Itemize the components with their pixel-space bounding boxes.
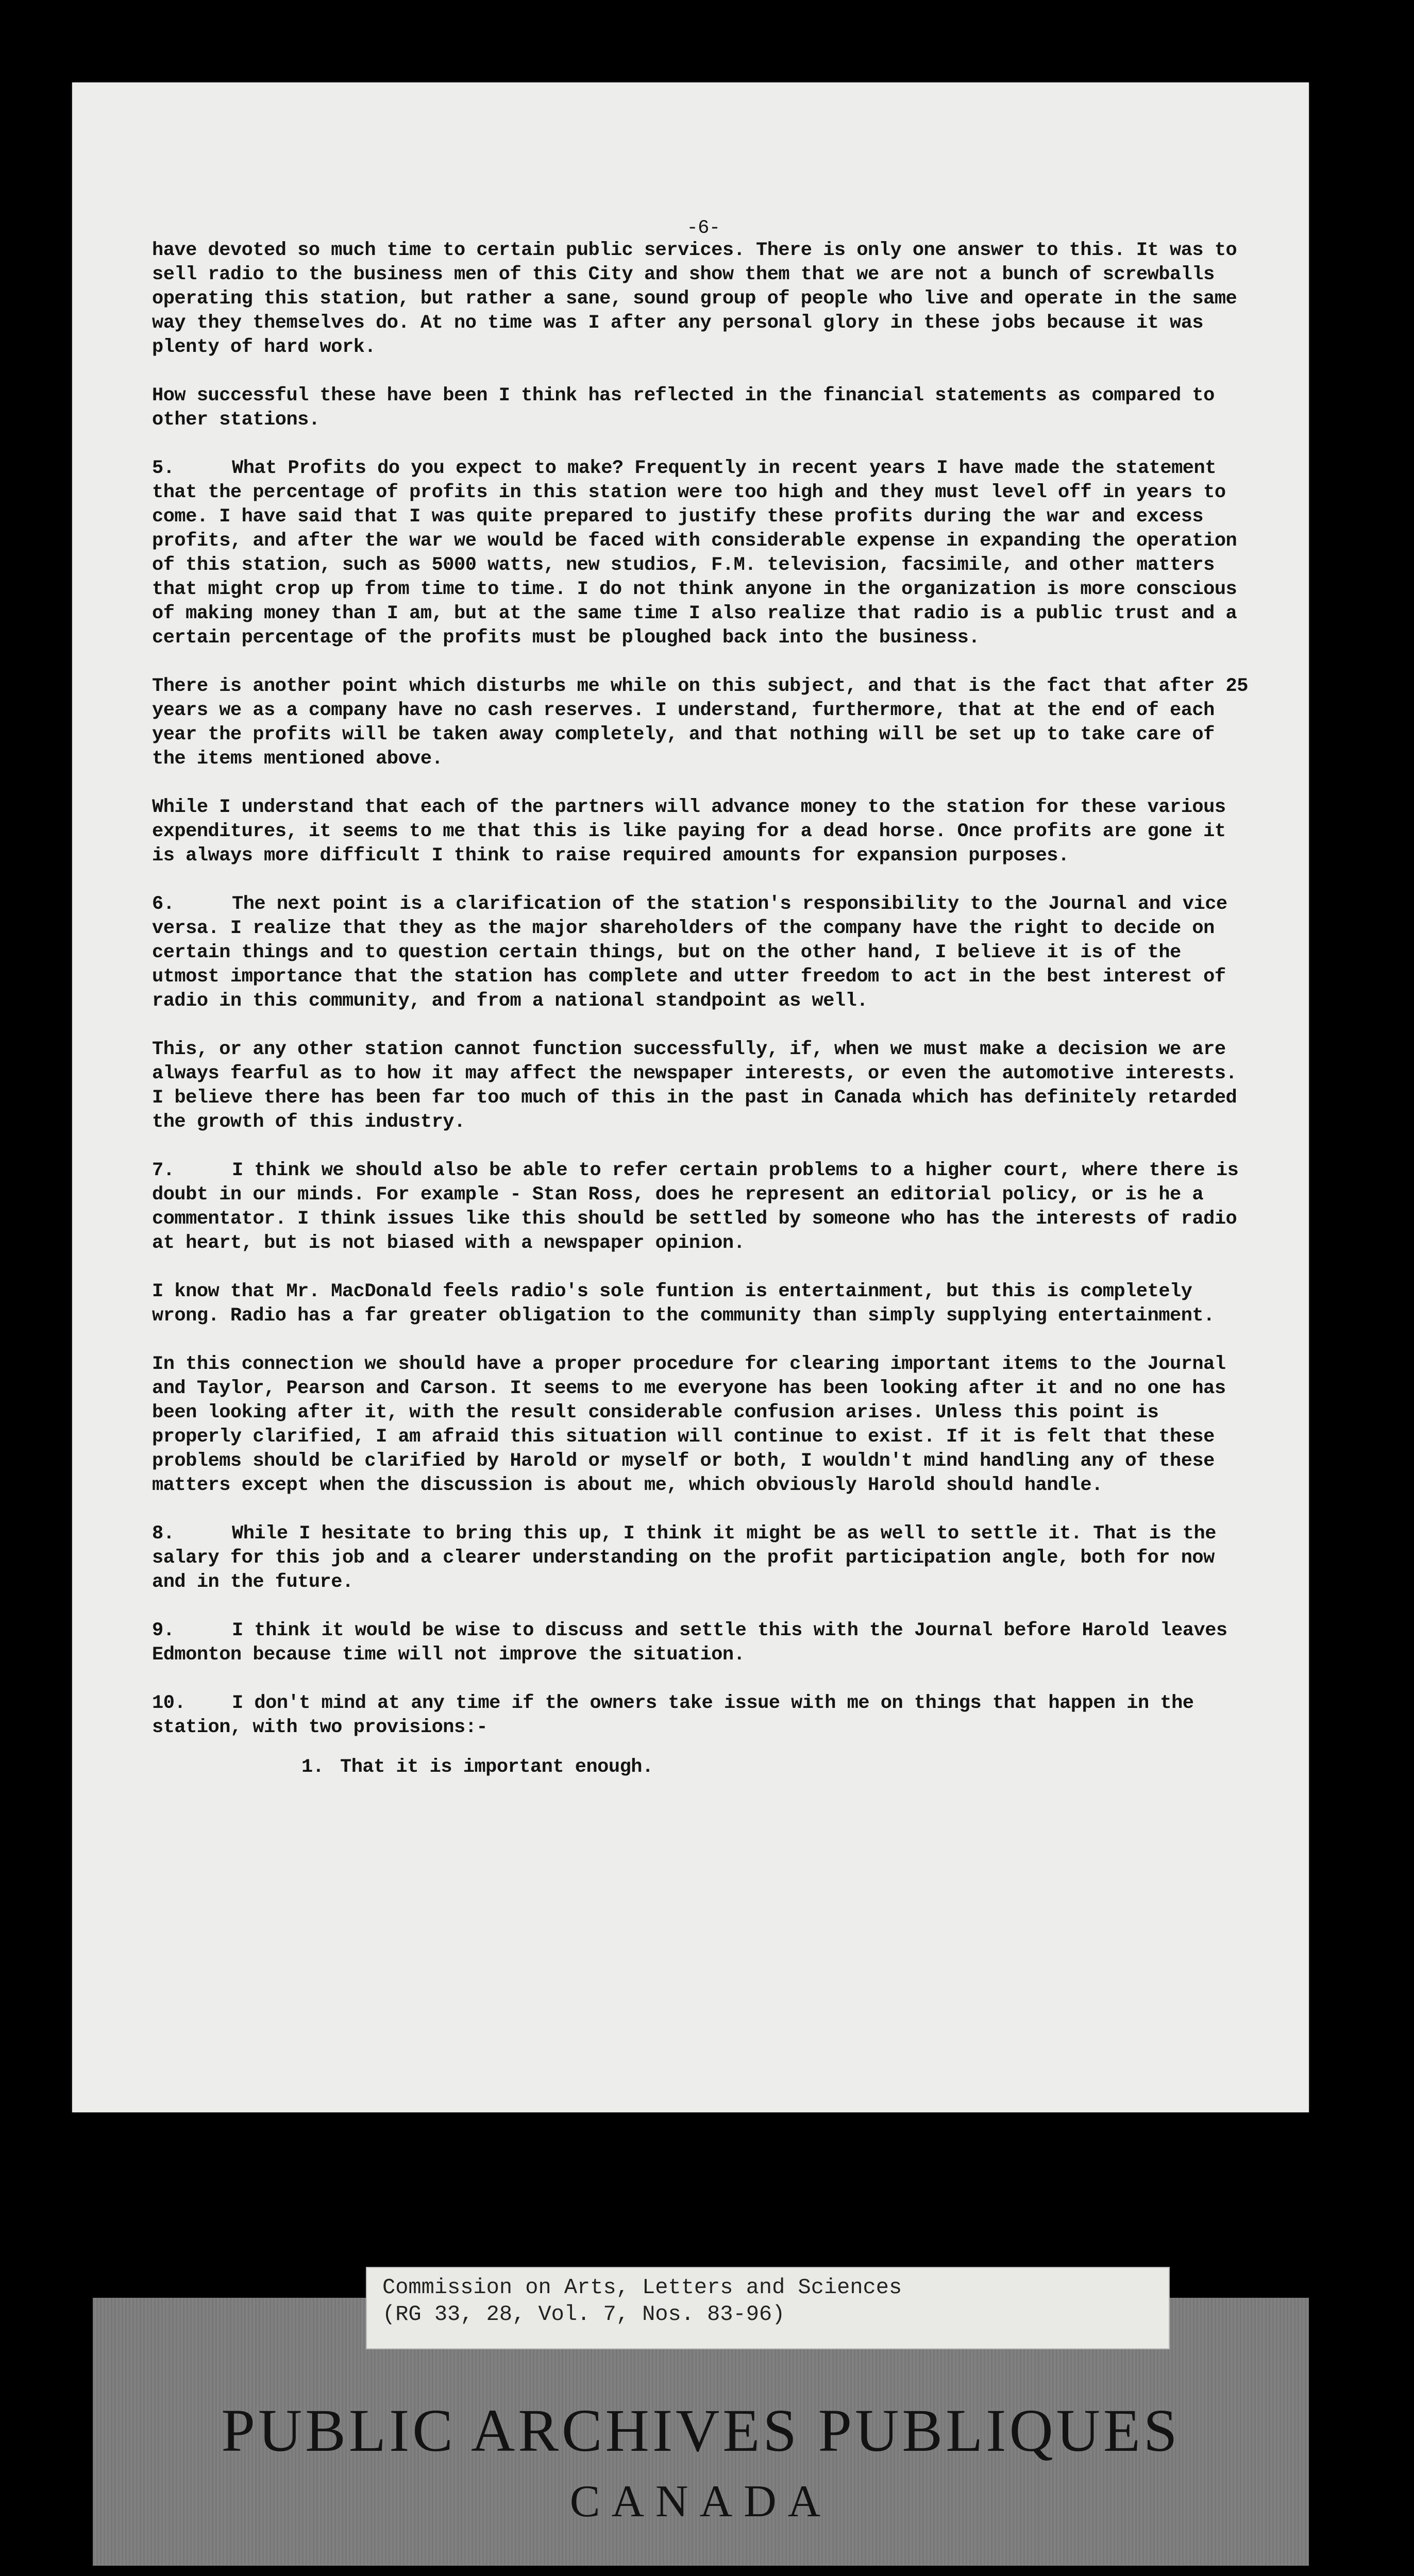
paragraph bbox=[152, 1619, 1255, 1667]
paragraph bbox=[152, 1691, 1255, 1740]
page-number: -6- bbox=[686, 217, 720, 239]
paragraph bbox=[152, 1522, 1255, 1595]
paragraph-text: have devoted so much time to certain public services. There is only one answer to this. It was to sell radio to the business men of this City and show them that we are not a bunch of screwballs operating this station, but rather a sane, sound group of people who live and operate in the same way they themselves do. At no time was I after any personal glory in these jobs because it was plenty of hard work. bbox=[152, 240, 1237, 358]
sub-item bbox=[301, 1755, 1255, 1780]
paragraph-text: I know that Mr. MacDonald feels radio's sole funtion is entertainment, but this is completely wrong. Radio has a far greater obligation to the community than simply supplying entertainment. bbox=[152, 1281, 1215, 1327]
paragraph-text: I don't mind at any time if the owners take issue with me on things that happen in the station, with two provisions:- bbox=[152, 1692, 1194, 1738]
item-number: 8. bbox=[152, 1523, 175, 1545]
collection-label bbox=[366, 2267, 1170, 2349]
paragraph-text: There is another point which disturbs me while on this subject, and that is the fact that after 25 years we as a company have no cash reserves. I understand, furthermore, that at the end of each year the profits will be taken away completely, and that nothing will be set up to take care of the items mentioned above. bbox=[152, 675, 1248, 770]
paragraph bbox=[152, 795, 1255, 868]
paragraph bbox=[152, 1038, 1255, 1134]
archive-title: PUBLIC ARCHIVES PUBLIQUES bbox=[221, 2397, 1181, 2464]
item-number: 9. bbox=[152, 1620, 175, 1641]
paragraph-text: I think we should also be able to refer certain problems to a higher court, where there is doubt in our minds. For example - Stan Ross, does he represent an editorial policy, or is he a commentator. I think issues like this should be settled by someone who has the interests of radio at heart, but is not biased with a newspaper opinion. bbox=[152, 1160, 1239, 1254]
paragraph-text: While I understand that each of the partners will advance money to the station for these various expenditures, it seems to me that this is like paying for a dead horse. Once profits are gone it is always more difficult I think to raise required amounts for expansion purposes. bbox=[152, 796, 1226, 867]
paragraph bbox=[152, 456, 1255, 650]
paragraph-text: I think it would be wise to discuss and settle this with the Journal before Harold leaves Edmonton because time will not improve the situation. bbox=[152, 1620, 1227, 1666]
paragraph bbox=[152, 892, 1255, 1013]
archive-banner bbox=[93, 2275, 1309, 2566]
sub-item-number: 1. bbox=[301, 1756, 324, 1778]
document-text bbox=[152, 216, 1255, 1804]
sub-item-text: That it is important enough. bbox=[340, 1756, 653, 1778]
paragraph-text: How successful these have been I think has reflected in the financial statements as compared to other stations. bbox=[152, 385, 1215, 431]
collection-label-line2: (RG 33, 28, Vol. 7, Nos. 83-96) bbox=[382, 2302, 785, 2327]
paragraph-text: In this connection we should have a proper procedure for clearing important items to the Journal and Taylor, Pearson and Carson. It seems to me everyone has been looking after it and no one has been looking after it, with the result considerable confusion arises. Unless this point is properly clarified, I am afraid this situation will continue to exist. If it is felt that these problems should be clarified by Harold or myself or both, I wouldn't mind handling any of these matters except when the discussion is about me, which obviously Harold should handle. bbox=[152, 1353, 1226, 1496]
paragraph-text: This, or any other station cannot function successfully, if, when we must make a decision we are always fearful as to how it may affect the newspaper interests, or even the automotive interests. I believe there has been far too much of this in the past in Canada which has definitely retarded the growth of this industry. bbox=[152, 1039, 1237, 1133]
paragraph bbox=[152, 674, 1255, 771]
paragraph-text: While I hesitate to bring this up, I think it might be as well to settle it. That is the salary for this job and a clearer understanding on the profit participation angle, both for now and in the future. bbox=[152, 1523, 1216, 1593]
archive-subtitle: CANADA bbox=[569, 2477, 832, 2527]
item-number: 6. bbox=[152, 893, 175, 915]
collection-label-line1: Commission on Arts, Letters and Sciences bbox=[382, 2275, 902, 2300]
paragraph-text: The next point is a clarification of the station's responsibility to the Journal and vice versa. I realize that they as the major shareholders of the company have the right to decide on certain things and to question certain things, but on the other hand, I believe it is of the utmost importance that the station has complete and utter freedom to act in the best interest of radio in this community, and from a national standpoint as well. bbox=[152, 893, 1227, 1012]
paragraph bbox=[152, 1159, 1255, 1256]
paragraph bbox=[152, 384, 1255, 432]
paragraph-text: What Profits do you expect to make? Frequently in recent years I have made the statement that the percentage of profits in this station were too high and they must level off in years to come. I have said that I was quite prepared to justify these profits during the war and excess profits, and after the war we would be faced with considerable expense in expanding the operation of this station, such as 5000 watts, new studios, F.M. television, facsimile, and other matters that might crop up from time to time. I do not think anyone in the organization is more conscious of making money than I am, but at the same time I also realize that radio is a public trust and a certain percentage of the profits must be ploughed back into the business. bbox=[152, 457, 1237, 649]
document-page bbox=[72, 82, 1309, 2112]
paragraph bbox=[152, 1280, 1255, 1328]
paragraph bbox=[152, 1352, 1255, 1498]
item-number: 7. bbox=[152, 1160, 175, 1181]
paragraph bbox=[152, 239, 1255, 360]
item-number: 10. bbox=[152, 1692, 186, 1714]
item-number: 5. bbox=[152, 457, 175, 479]
